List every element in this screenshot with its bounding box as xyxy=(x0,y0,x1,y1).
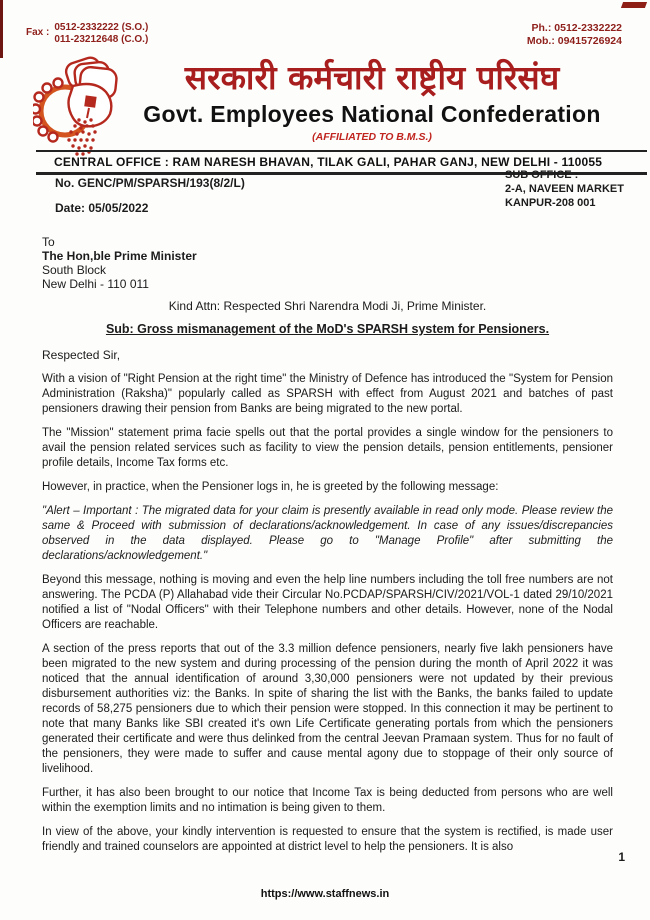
recipient-address-1: South Block xyxy=(42,263,107,277)
subject-line: Sub: Gross mismanagement of the MoD's SPARSH system for Pensioners. xyxy=(105,322,550,336)
scan-edge-artifact-left xyxy=(0,0,3,58)
fax-block xyxy=(26,22,148,46)
letterhead xyxy=(118,58,626,143)
mobile-number: Mob.: 09415726924 xyxy=(526,35,622,47)
paragraph-press-reports: A section of the press reports that out of the 3.3 million defence pensioners, nearly five lakh pensioners have been migrated to the new system and during processing of the pension during the month of April 2022 it was noticed that the annual identification of around 3,30,000 pensioners were not updated by their previous disbursement authorities viz: the Banks. In spite of sharing the list with the Banks, the banks failed to update records of 58,275 pensioners due to which their pension were stopped. In this connection it may be pertinent to note that many Banks like SBI created it's own Life Certificate generating portals from which the pensioners generated their certificate and were thus delinked from the central Jeevan Pramaan system. Thus for no fault of the pensioners, they were made to suffer and cause mental agony due to stoppage of their only source of livelihood. xyxy=(42,643,613,775)
recipient-block xyxy=(42,235,613,291)
sub-office-block xyxy=(505,168,624,210)
sub-office-address-1: 2-A, NAVEEN MARKET xyxy=(505,183,624,195)
footer-watermark-url: https://www.staffnews.in xyxy=(260,888,390,900)
sub-office-address-2: KANPUR-208 001 xyxy=(505,197,596,209)
fax-co: 011-23212648 (C.O.) xyxy=(54,34,149,45)
affiliation-line: (AFFILIATED TO B.M.S.) xyxy=(312,131,432,143)
letter-date: Date: 05/05/2022 xyxy=(55,201,149,215)
phone-block xyxy=(527,22,622,48)
sub-office-label: SUB OFFICE : xyxy=(505,169,579,181)
phone-number: Ph.: 0512-2332222 xyxy=(531,22,622,34)
central-office-band: CENTRAL OFFICE : RAM NARESH BHAVAN, TILAK GALI, PAHAR GANJ, NEW DELHI - 110055 xyxy=(36,150,647,175)
paragraph-request: In view of the above, your kindly intervention is requested to ensure that the system is rectified, is made user friendly and trained counselors are appointed at district level to help the pensioners. It is also xyxy=(42,826,613,853)
reference-number: No. GENC/PM/SPARSH/193(8/2/L) xyxy=(55,176,245,190)
paragraph-mission: The "Mission" statement prima facie spells out that the portal provides a single window for the pensioners to avail the pension related services such as facility to view the pension details, pension entitlements, pensioner profile details, Income Tax forms etc. xyxy=(42,427,613,469)
letter-body xyxy=(42,235,613,855)
page-number: 1 xyxy=(618,850,625,864)
org-name-english: Govt. Employees National Confederation xyxy=(143,101,601,127)
fax-so: 0512-2332222 (S.O.) xyxy=(54,22,149,33)
recipient-to: To xyxy=(42,235,55,249)
org-name-hindi: सरकारी कर्मचारी राष्ट्रीय परिसंघ xyxy=(184,58,560,97)
paragraph-helplines: Beyond this message, nothing is moving and even the help line numbers including the toll free numbers are not answering. The PCDA (P) Allahabad vide their Circular No.PCDAP/SPARSH/CIV/2021/VOL-1 dated 29/10/2021 notified a list of "Nodal Officers" with their Telephone numbers and other details. However, none of the Nodal Officers are reachable. xyxy=(42,574,613,631)
salutation: Respected Sir, xyxy=(42,348,121,362)
kind-attention-line: Kind Attn: Respected Shri Narendra Modi Ji, Prime Minister. xyxy=(168,299,487,313)
paragraph-login: However, in practice, when the Pensioner logs in, he is greeted by the following message: xyxy=(42,481,499,493)
gear-fist-wheat-emblem-icon xyxy=(33,56,125,160)
paragraph-vision: With a vision of "Right Pension at the right time" the Ministry of Defence has introduced the "System for Pension Administration (Raksha)" popularly called as SPARSH with effect from August 2021 and batches of past pensioners drawing their pension from Banks are being migrated to the new portal. xyxy=(42,373,613,415)
paragraph-alert-message: "Alert – Important : The migrated data for your claim is presently available in read only mode. Please review the same & Proceed with submission of declarations/acknowledgement. In case of any issues/discrepancies observed in the data displayed. Please go to "Manage Profile" after submitting the declarations/acknowledgement." xyxy=(42,505,613,562)
recipient-address-2: New Delhi - 110 011 xyxy=(42,277,149,291)
fax-label: Fax : xyxy=(26,27,50,38)
paragraph-income-tax: Further, it has also been brought to our notice that Income Tax is being deducted from persons who are well within the exemption limits and no intimation is being given to them. xyxy=(42,787,613,814)
scan-edge-artifact-right xyxy=(621,2,647,8)
recipient-name: The Hon,ble Prime Minister xyxy=(42,249,197,263)
fax-numbers xyxy=(54,22,148,46)
